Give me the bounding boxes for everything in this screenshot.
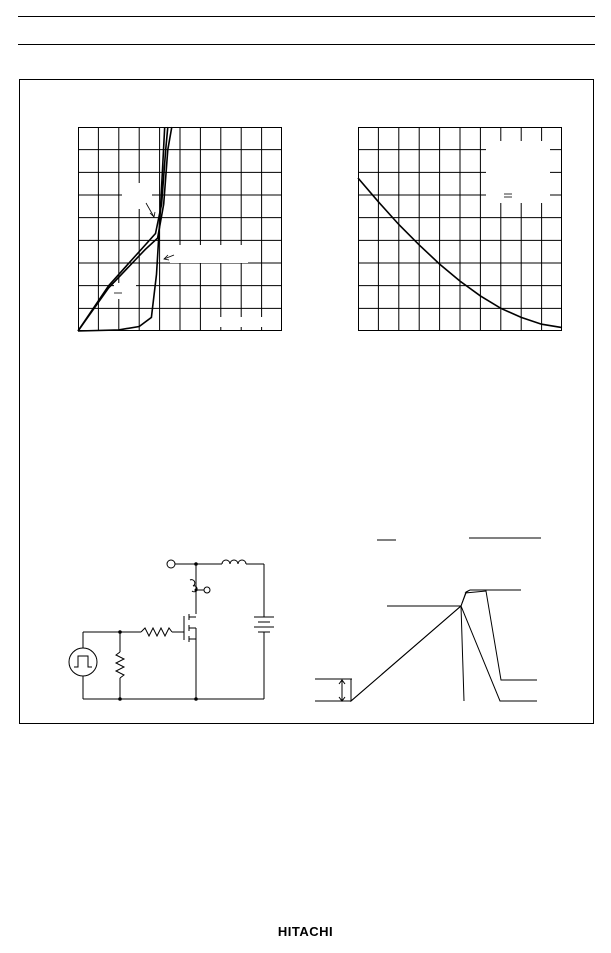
hitachi-logo: HITACHI [277, 924, 334, 939]
waveform-voltage-trace [351, 590, 537, 701]
